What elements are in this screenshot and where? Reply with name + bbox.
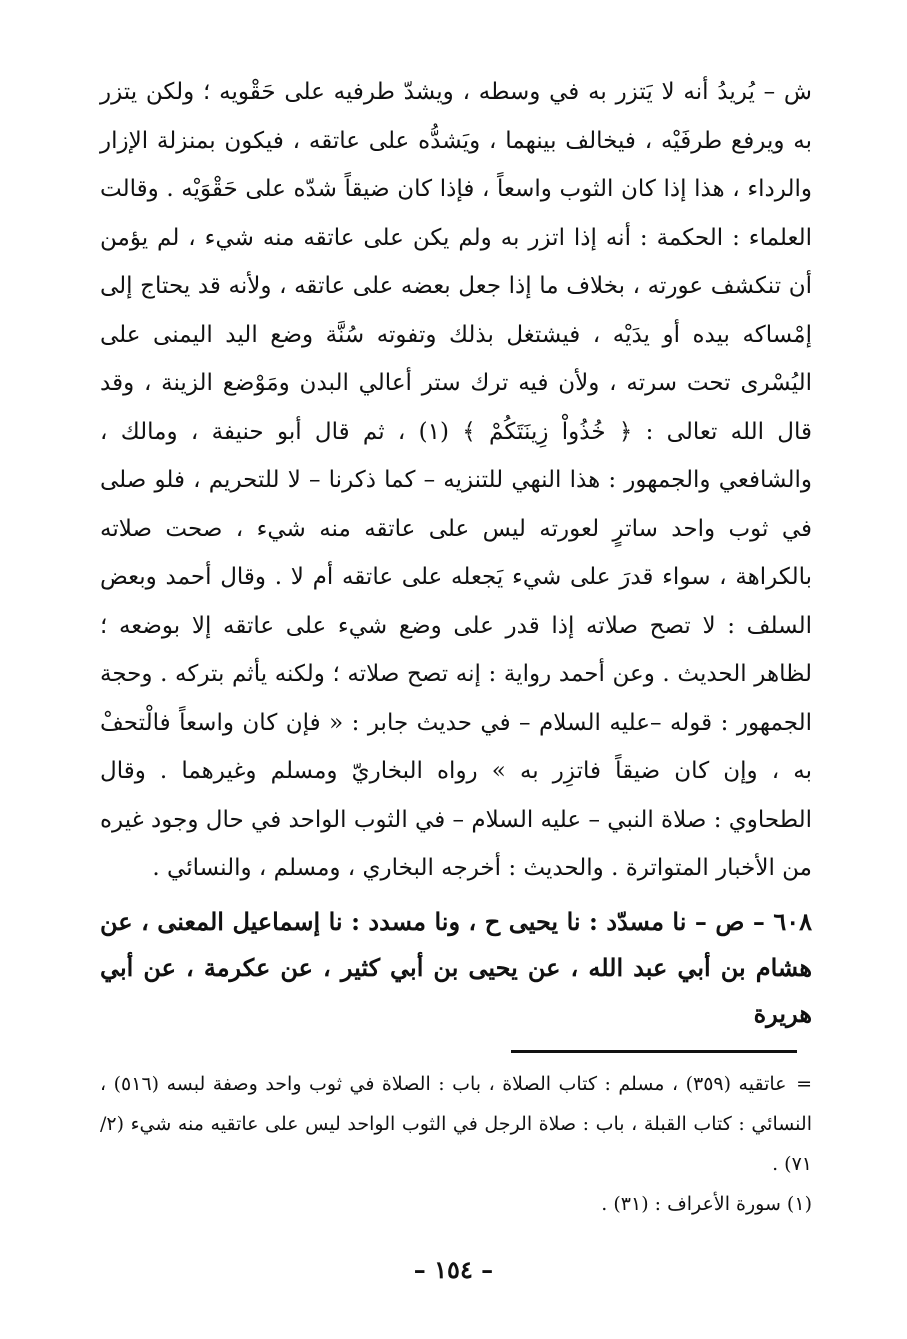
page-body bbox=[100, 68, 812, 1037]
hadith-text: ٦٠٨ – ص – نا مسدّد : نا يحيى ح ، ونا مسدد : نا إسماعيل المعنى ، عن هشام بن أبي عبد الله ، عن يحيى بن أبي كثير ، عن عكرمة ، عن أبي هريرة bbox=[100, 906, 812, 1028]
commentary-paragraph: ش – يُريدُ أنه لا يَتزر به في وسطه ، ويشدّ طرفيه على حَقْويه ؛ ولكن يتزر به ويرفع طرفَيْه ، فيخالف بينهما ، ويَشدُّه على عاتقه ، فيكون بمنزلة الإزار والرداء ، هذا إذا كان الثوب واسعاً ، فإذا كان ضيقاً شدّه على حَقْوَيْه . وقالت العلماء : الحكمة : أنه إذا اتزر به ولم يكن على عاتقه منه شيء ، لم يؤمن أن تنكشف عورته ، بخلاف ما إذا جعل بعضه على عاتقه ، ولأنه قد يحتاج إلى إمْساكه بيده أو يدَيْه ، فيشتغل بذلك وتفوته سُنَّة وضع اليد اليمنى على اليُسْرى تحت سرته ، ولأن فيه ترك ستر أعالي البدن ومَوْضع الزينة ، وقد قال الله تعالى : ﴿ خُذُواْ زِينَتَكُمْ ﴾ (١) ، ثم قال أبو حنيفة ، ومالك ، والشافعي والجمهور : هذا النهي للتنزيه – كما ذكرنا – لا للتحريم ، فلو صلى في ثوب واحد ساترٍ لعورته ليس على عاتقه منه شيء ، صحت صلاته بالكراهة ، سواء قدرَ على شيء يَجعله على عاتقه أم لا . وقال أحمد وبعض السلف : لا تصح صلاته إذا قدر على وضع شيء على عاتقه إلا بوضعه ؛ لظاهر الحديث . وعن أحمد رواية : إنه تصح صلاته ؛ ولكنه يأثم بتركه . وحجة الجمهور : قوله –عليه السلام – في حديث جابر : « فإن كان واسعاً فالْتحفْ به ، وإن كان ضيقاً فاتزِر به » رواه البخاريّ ومسلم وغيرهما . وقال الطحاوي : صلاة النبي – عليه السلام – في الثوب الواحد في حال وجود غيره من الأخبار المتواترة . والحديث : أخرجه البخاري ، ومسلم ، والنسائي . bbox=[100, 79, 813, 881]
footnote-1: (١) سورة الأعراف : (٣١) . bbox=[601, 1193, 812, 1215]
footnote-continuation bbox=[100, 1064, 812, 1184]
footnote-continuation-marker: = bbox=[796, 1073, 812, 1095]
footnote-continuation-text: عاتقيه (٣٥٩) ، مسلم : كتاب الصلاة ، باب : الصلاة في ثوب واحد وصفة لبسه (٥١٦) ، النسائي : كتاب القبلة ، باب : صلاة الرجل في الثوب الواحد ليس على عاتقيه منه شيء (٢/ ٧١) . bbox=[100, 1073, 812, 1175]
footnote-divider bbox=[511, 1050, 797, 1053]
footnotes bbox=[100, 1064, 812, 1224]
page-number: – ١٥٤ – bbox=[413, 1255, 494, 1284]
